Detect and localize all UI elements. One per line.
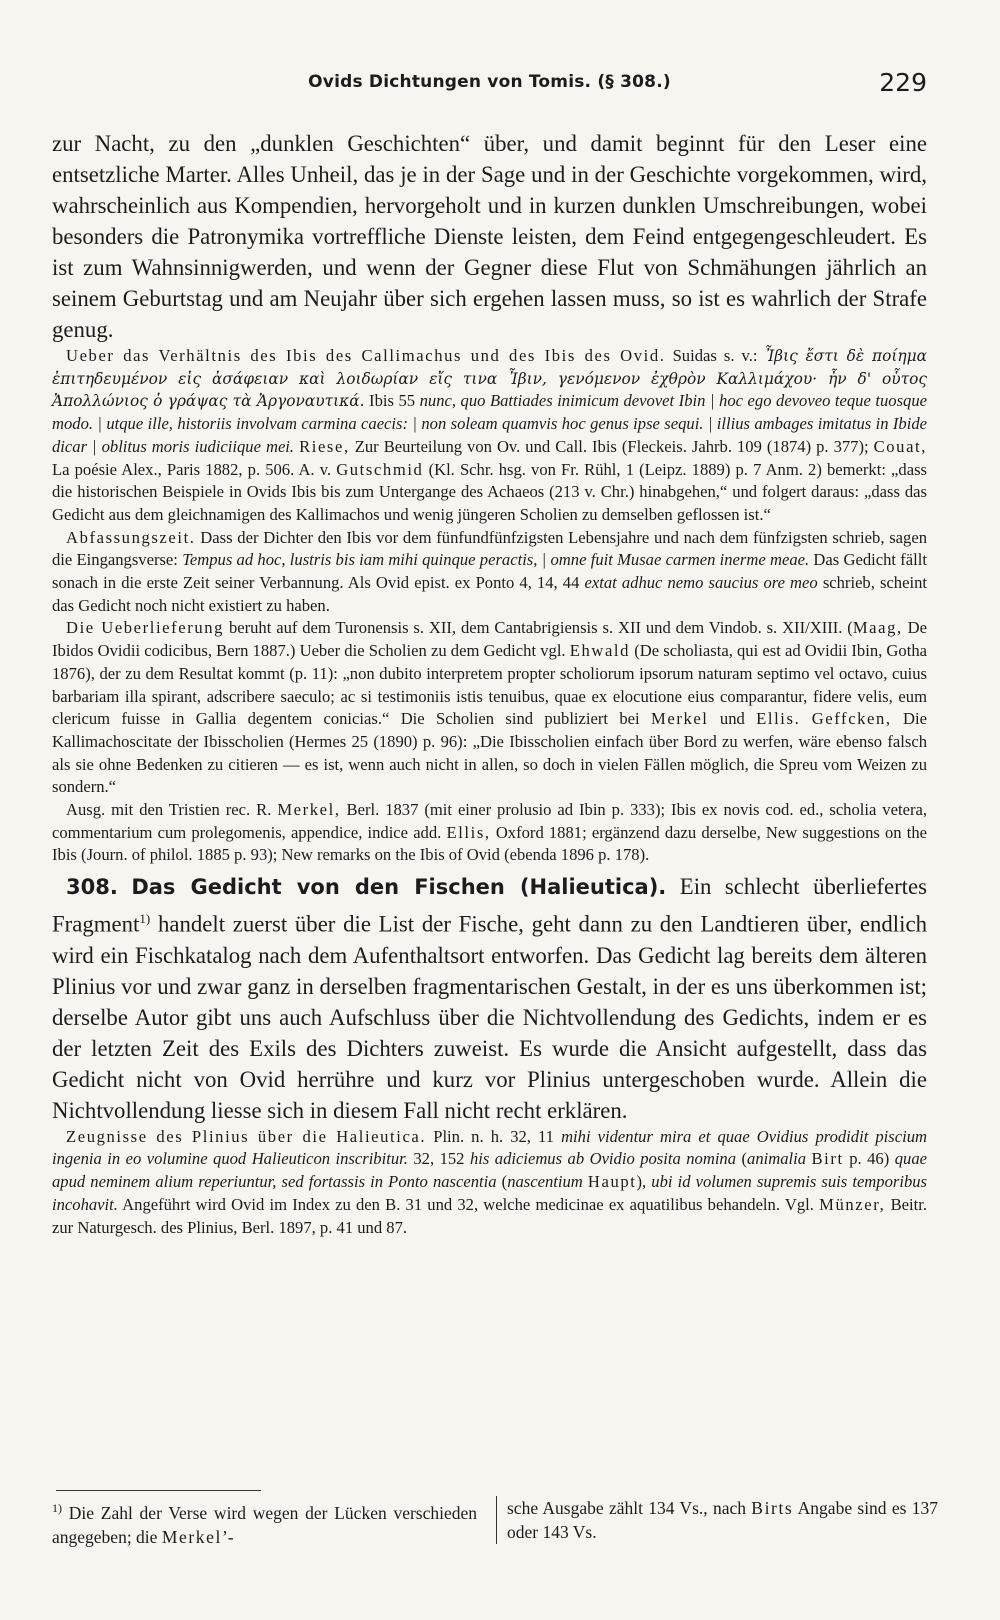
footnote-column-right xyxy=(496,1496,938,1544)
footnote-marker[interactable]: 1) xyxy=(139,911,151,927)
note-text: Plin. n. h. 32, 11 xyxy=(433,1126,554,1146)
latin-quote: quae apud neminem alium reperiuntur, sed fortassis in Ponto nascentia xyxy=(52,1149,927,1192)
author-name: Birt xyxy=(811,1149,844,1169)
note-text: Oxford 1881; ergänzend dazu derselbe, New suggestions on the Ibis (Journ. of philol. 1885 p. 93); New remarks on the Ibis of Ovid (ebenda 1896 p. 178). xyxy=(52,822,927,865)
latin-quote: Tempus ad hoc, lustris bis iam mihi quinque peractis, | omne fuit Musae carmen inerme meae. xyxy=(182,550,810,570)
note-text: Die Kallimachoscitate der Ibisscholien (Hermes 25 (1890) p. 96): „Die Ibisscholien einfach über Bord zu werfen, wäre ebenso falsch als sie ohne Bedenken zu citieren — es ist, wenn auch nicht in allen, so doch in vielen Fällen möglich, die Spreu vom Weizen zu sondern.“ xyxy=(52,709,927,797)
paragraph-ibis-content xyxy=(52,128,927,345)
note-editions xyxy=(52,799,927,867)
author-name: Münzer, xyxy=(819,1194,886,1214)
section-text: Ein schlecht überliefertes Fragment xyxy=(52,874,927,937)
note-text: Zur Beurteilung von Ov. und Call. Ibis (Fleckeis. Jahrb. 109 (1874) p. 377); xyxy=(354,436,869,456)
note-text: p. 46) xyxy=(849,1149,890,1169)
latin-quote: mihi videntur mira et quae Ovidius prodidit piscium ingenia in eo volumine quod Halieuticon inscribitur. xyxy=(52,1126,927,1169)
note-text: schrieb, scheint das Gedicht noch nicht existiert zu haben. xyxy=(52,573,927,615)
note-text: ), xyxy=(636,1172,647,1192)
footnote-rule xyxy=(56,1490,261,1491)
note-pliny-testimony xyxy=(52,1126,927,1240)
footnote-mark: 1) xyxy=(52,1501,62,1515)
author-name: Merkel xyxy=(651,709,709,729)
latin-quote: his adiciemus ab Ovidio posita nomina xyxy=(469,1149,737,1169)
note-text: (De scholiasta, qui est ad Ovidii Ibin, Gotha 1876), der zu dem Resultat kommt (p. 11): „non dubito interpretem propter scholiorum ipsorum naturam septimo vel octavo, cuius barbariam illa spirant, adscribere saeculo; ac si testimoniis istis tenuibus, quae ex elocutione eius comparantur, fidere velis, eum clericum fuisse in Gallia degentem conicias.“ Die Scholien sind publiziert bei xyxy=(52,641,927,729)
footnote-text: Angabe sind es 137 oder 143 Vs. xyxy=(507,1498,938,1542)
note-composition-date xyxy=(52,527,927,618)
note-text: ( xyxy=(501,1172,508,1192)
note-callimachus-relation xyxy=(52,345,927,527)
note-text: Berl. 1837 (mit einer prolusio ad Ibin p. 333); Ibis ex novis cod. ed., scholia vetera, commentarium cum prolegomenis, appendice, indice add. xyxy=(52,800,927,842)
note-text: beruht auf dem Turonensis s. XII, dem Cantabrigiensis s. XII und dem Vindob. s. XII/XIII. ( xyxy=(228,618,853,638)
running-head xyxy=(52,68,927,102)
latin-quote: nunc, quo Battiades inimicum devovet Ibin | hoc ego devoveo teque tuosque modo. | utque ille, historiis involvam carmina caecis: | non soleam quamvis hoc genus ipse sequi. | illius ambages imitatus in Ibide dicar | oblitus moris iudiciique mei. xyxy=(52,391,927,456)
running-title: Ovids Dichtungen von Tomis. (§ 308.) xyxy=(308,72,671,92)
author-name: Birts xyxy=(751,1498,794,1518)
author-name: Maag, xyxy=(852,618,903,638)
note-text: Beitr. zur Naturgesch. des Plinius, Berl. 1897, p. 41 und 87. xyxy=(52,1194,928,1237)
note-text: Ibis 55 xyxy=(369,391,416,411)
latin-quote: ubi id volumen supremis suis temporibus incohavit. xyxy=(52,1172,928,1214)
footnote-text: Die Zahl der Verse wird wegen der Lücken verschieden angegeben; die xyxy=(52,1502,478,1547)
section-title: Das Gedicht von den Fischen (Halieutica). xyxy=(131,875,667,900)
author-name: Couat, xyxy=(873,436,927,456)
note-text: Angeführt wird Ovid im Index zu den B. 31 und 32, welche medicinae ex aquatilibus behandeln. Vgl. xyxy=(122,1194,814,1214)
latin-quote: nascentium xyxy=(507,1172,583,1192)
note-text: Suidas s. v.: xyxy=(672,346,758,365)
greek-quote: Ἶβις ἔστι δὲ ποίημα ἐπιτηδευμένον εἰς ἀσάφειαν καὶ λοιδωρίαν εἴς τινα Ἶβιν, γενόμενον ἐχθρὸν Καλλιμάχου· ἦν δ' οὗτος Ἀπολλώνιος ὁ γράψας τὰ Ἀργοναυτικά. xyxy=(52,347,927,411)
note-heading: Ueber das Verhältnis des Ibis des Callimachus und des Ibis des Ovid. xyxy=(66,346,666,365)
author-name: Ellis. xyxy=(756,709,801,729)
note-text: De Ibidos Ovidii codicibus, Bern 1887.) Ueber die Scholien zu dem Gedicht vgl. xyxy=(52,618,927,661)
author-name: Merkel, xyxy=(277,800,341,820)
note-text: Das Gedicht fällt sonach in die erste Zeit seiner Verbannung. Als Ovid epist. ex Ponto 4, 14, 44 xyxy=(52,550,927,593)
note-heading: Die Ueberlieferung xyxy=(66,618,225,638)
page-number: 229 xyxy=(879,68,927,97)
author-name: Ehwald xyxy=(569,641,631,661)
note-text: 32, 152 xyxy=(413,1149,465,1169)
note-heading: Abfassungszeit. xyxy=(66,527,196,547)
note-heading: Zeugnisse des Plinius über die Halieutica. xyxy=(66,1126,427,1146)
author-name: Riese, xyxy=(299,436,350,456)
author-name: Merkel xyxy=(161,1526,222,1547)
section-308 xyxy=(52,871,927,1126)
section-number: 308. xyxy=(66,875,118,900)
note-text: und xyxy=(719,709,745,729)
body-text xyxy=(52,128,927,1239)
note-text: Ausg. mit den Tristien rec. R. xyxy=(66,800,272,820)
note-text: (Kl. Schr. hsg. von Fr. Rühl, 1 (Leipz. 1889) p. 7 Anm. 2) bemerkt: „dass die historischen Beispiele in Ovids Ibis bis zum Untergange des Achaeos (213 v. Chr.) hinabgehen,“ und folgert daraus: „dass das Gedicht aus dem gleichnamigen des Kallimachos und wenig jüngeren Scholien zu demselben geflossen ist.“ xyxy=(52,459,927,524)
author-name: Haupt xyxy=(587,1172,637,1192)
footnote xyxy=(52,1496,938,1547)
author-name: Gutschmid xyxy=(336,459,424,479)
note-text: Dass der Dichter den Ibis vor dem fünfundfünfzigsten Lebensjahre und nach dem fünfzigsten schrieb, sagen die Eingangsverse: xyxy=(52,527,927,570)
footnote-text: ’- xyxy=(221,1526,234,1547)
latin-quote: animalia xyxy=(747,1149,807,1169)
section-text: handelt zuerst über die List der Fische, geht dann zu den Landtieren über, endlich wird ein Fischkatalog nach dem Aufenthaltsort entworfen. Das Gedicht lag bereits dem älteren Plinius vor und zwar ganz in derselben fragmentarischen Gestalt, in der es uns überkommen ist; derselbe Autor gibt uns auch Aufschluss über die Nichtvollendung des Gedichts, indem er es der letzten Zeit des Exils des Dichters zuweist. Es wurde die Ansicht aufgestellt, dass das Gedicht nicht von Ovid herrühre und kurz vor Plinius untergeschoben wurde. Allein die Nichtvollendung liesse sich in diesem Fall nicht recht erklären. xyxy=(52,911,927,1123)
note-text: ( xyxy=(741,1149,748,1169)
footnote-column-left xyxy=(52,1496,477,1549)
note-transmission xyxy=(52,617,927,799)
paragraph-text: zur Nacht, zu den „dunklen Geschichten“ über, und damit beginnt für den Leser eine entsetzliche Marter. Alles Unheil, das je in der Sage und in der Geschichte vorgekommen, wird, wahrscheinlich aus Kompendien, hervorgeholt und in kurzen dunklen Umschreibungen, wobei besonders die Patronymika vortreffliche Dienste leisten, dem Feind entgegengeschleudert. Es ist zum Wahnsinnigwerden, und wenn der Gegner diese Flut von Schmähungen jährlich an seinem Geburtstag und am Neujahr über sich ergehen lassen muss, so ist es wahrlich der Strafe genug. xyxy=(52,131,927,342)
latin-quote: extat adhuc nemo saucius ore meo xyxy=(584,573,818,593)
author-name: Ellis, xyxy=(446,822,491,842)
note-text: La poésie Alex., Paris 1882, p. 506. A. v. xyxy=(52,459,332,479)
author-name: Geffcken, xyxy=(811,709,892,729)
footnote-text: sche Ausgabe zählt 134 Vs., nach xyxy=(507,1498,746,1518)
